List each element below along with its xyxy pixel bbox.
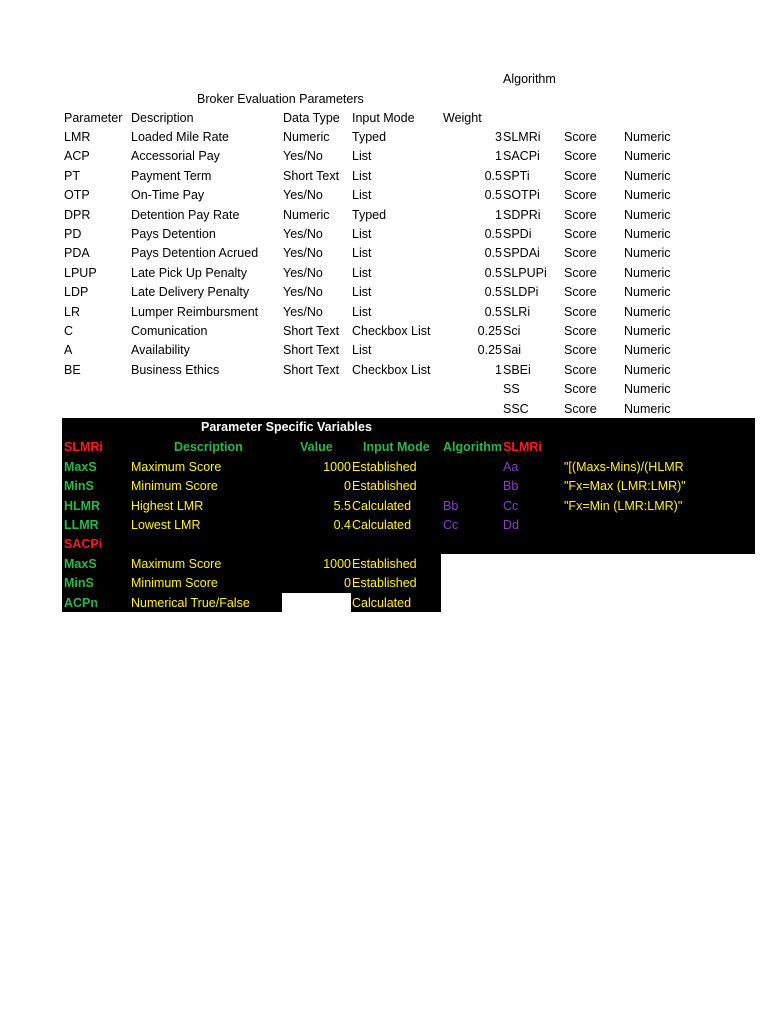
param-data-type: Yes/No [283, 246, 323, 261]
param-input-mode: List [352, 188, 372, 203]
psv-var-label: SLMRi [64, 440, 103, 454]
param-weight: 0.5 [484, 168, 502, 183]
psv-description: Maximum Score [131, 460, 222, 474]
sacpi-description: Minimum Score [131, 576, 218, 591]
param-input-mode: Checkbox List [352, 324, 431, 338]
param-description: Detention Pay Rate [131, 207, 240, 222]
param-weight [422, 380, 502, 399]
param-algorithm: Sci [503, 324, 521, 338]
param-code: LPUP [64, 265, 97, 280]
param-input-mode: Checkbox List [352, 362, 431, 377]
param-type: Numeric [624, 168, 671, 183]
psv-input-mode: Established [352, 479, 417, 494]
param-data-type: Yes/No [283, 227, 323, 241]
param-data-type: Short Text [283, 343, 340, 358]
param-weight: 0.25 [477, 324, 502, 338]
param-code: A [64, 343, 73, 358]
param-weight: 1 [495, 207, 502, 222]
param-weight: 1 [495, 149, 502, 164]
param-weight: 0.25 [477, 343, 502, 358]
psv-value: 1000 [323, 460, 351, 474]
psv-alg-ref-2: Bb [503, 479, 519, 494]
param-input-mode: List [352, 304, 372, 319]
psv-col-input-mode: Input Mode [363, 440, 430, 454]
col-header-input-mode: Input Mode [352, 111, 415, 125]
param-type: Numeric [624, 207, 671, 222]
psv-col-description: Description [174, 440, 243, 454]
sacpi-input-mode: Established [352, 557, 417, 571]
param-score: Score [564, 130, 597, 144]
psv-alg-ref-2: Aa [503, 460, 519, 474]
param-algorithm: SSC [503, 401, 529, 416]
param-input-mode: List [352, 246, 372, 261]
param-data-type: Numeric [283, 207, 330, 222]
param-input-mode: Typed [352, 130, 387, 144]
param-algorithm: SLDPi [503, 285, 539, 300]
param-input-mode: List [352, 265, 372, 280]
param-algorithm: SPDAi [503, 246, 540, 261]
param-algorithm: Sai [503, 343, 522, 358]
param-input-mode: List [352, 227, 372, 241]
param-type: Numeric [624, 188, 671, 203]
param-score: Score [564, 149, 597, 164]
param-weight: 0.5 [484, 265, 502, 280]
psv-value: 0 [344, 479, 351, 494]
param-score: Score [564, 382, 597, 397]
psv-formula [564, 516, 686, 535]
param-score: Score [564, 343, 597, 358]
param-score: Score [564, 265, 597, 280]
param-description: Pays Detention Acrued [131, 246, 259, 261]
param-input-mode: List [352, 168, 372, 183]
param-input-mode: List [352, 285, 372, 300]
param-description: Pays Detention [131, 227, 216, 241]
param-description: Accessorial Pay [131, 149, 220, 164]
param-data-type: Numeric [283, 130, 330, 144]
psv-description: Lowest LMR [131, 518, 201, 533]
param-algorithm: SPDi [503, 227, 532, 241]
param-input-mode: Typed [352, 207, 387, 222]
param-description: Loaded Mile Rate [131, 130, 229, 144]
param-code: C [64, 324, 74, 338]
param-description: Late Delivery Penalty [131, 285, 250, 300]
col-header-data-type: Data Type [283, 111, 340, 125]
psv-alg-ref-1: Bb [443, 498, 459, 513]
param-weight: 0.5 [484, 304, 502, 319]
param-type: Numeric [624, 227, 671, 241]
sacpi-description: Maximum Score [131, 557, 222, 571]
sacpi-value: 1000 [323, 557, 351, 571]
param-data-type: Yes/No [283, 265, 323, 280]
param-algorithm: SOTPi [503, 188, 540, 203]
param-type: Numeric [624, 246, 671, 261]
psv-formula: "[(Maxs-Mins)/(HLMR [564, 460, 684, 474]
param-code: LMR [64, 130, 91, 144]
param-code: DPR [64, 207, 91, 222]
param-type: Numeric [624, 324, 671, 338]
param-algorithm: SLPUPi [503, 265, 547, 280]
sacpi-description: Numerical True/False [131, 595, 250, 610]
psv-formula: "Fx=Max (LMR:LMR)" [564, 479, 686, 494]
psv-variable: MinS [64, 479, 94, 494]
param-score: Score [564, 246, 597, 261]
param-type: Numeric [624, 362, 671, 377]
param-code: ACP [64, 149, 90, 164]
param-type: Numeric [624, 401, 671, 416]
psv-variable: LLMR [64, 518, 99, 533]
param-description: Late Pick Up Penalty [131, 265, 248, 280]
param-description: Payment Term [131, 168, 212, 183]
param-weight: 1 [495, 362, 502, 377]
psv-input-mode: Calculated [352, 498, 412, 513]
psv-col-algorithm: Algorithm [443, 440, 503, 454]
param-data-type: Yes/No [283, 149, 323, 164]
param-algorithm: SLMRi [503, 130, 541, 144]
param-code: LR [64, 304, 80, 319]
sacpi-value: 0 [344, 576, 351, 591]
sheet-title: Broker Evaluation Parameters [197, 92, 364, 106]
param-code: PD [64, 227, 82, 241]
param-data-type: Short Text [283, 168, 340, 183]
sacpi-value [271, 594, 351, 613]
param-score: Score [564, 285, 597, 300]
param-algorithm: SS [503, 382, 520, 397]
param-algorithm: SPTi [503, 168, 530, 183]
param-description: Comunication [131, 324, 208, 338]
param-type: Numeric [624, 343, 671, 358]
param-code: OTP [64, 188, 90, 203]
psv-description: Minimum Score [131, 479, 218, 494]
sacpi-input-mode: Calculated [352, 595, 412, 610]
param-data-type: Yes/No [283, 304, 323, 319]
param-weight: 0.5 [484, 227, 502, 241]
param-weight [422, 400, 502, 419]
col-header-parameter: Parameter [64, 111, 123, 125]
psv-formula: "Fx=Min (LMR:LMR)" [564, 498, 683, 513]
psv-variable: HLMR [64, 498, 101, 513]
param-data-type: Yes/No [283, 188, 323, 203]
psv-value: 0.4 [333, 518, 351, 533]
param-code: LDP [64, 285, 89, 300]
psv-variable: MaxS [64, 460, 97, 474]
algorithm-header: Algorithm [503, 72, 556, 86]
param-description: On-Time Pay [131, 188, 205, 203]
param-type: Numeric [624, 149, 671, 164]
psv-input-mode: Established [352, 460, 417, 474]
param-data-type: Short Text [283, 362, 340, 377]
param-score: Score [564, 207, 597, 222]
psv-value: 5.5 [333, 498, 351, 513]
sacpi-input-mode: Established [352, 576, 417, 591]
param-type: Numeric [624, 265, 671, 280]
param-algorithm: SBEi [503, 362, 531, 377]
sacpi-variable: MaxS [64, 557, 97, 571]
param-code: BE [64, 362, 81, 377]
param-score: Score [564, 227, 597, 241]
psv-input-mode: Calculated [352, 518, 412, 533]
param-data-type: Yes/No [283, 285, 323, 300]
psv-alg-ref-2: Cc [503, 498, 519, 513]
col-header-weight: Weight [443, 111, 482, 125]
psv-sacpi-label: SACPi [64, 537, 103, 551]
param-data-type: Short Text [283, 324, 340, 338]
param-description: Availability [131, 343, 190, 358]
param-type: Numeric [624, 304, 671, 319]
param-type: Numeric [624, 382, 671, 397]
param-algorithm: SDPRi [503, 207, 541, 222]
psv-title: Parameter Specific Variables [201, 420, 372, 434]
psv-alg-var: SLMRi [503, 440, 542, 454]
param-type: Numeric [624, 285, 671, 300]
param-weight: 0.5 [484, 285, 502, 300]
param-weight: 3 [495, 130, 502, 144]
param-code: PDA [64, 246, 90, 261]
param-score: Score [564, 168, 597, 183]
psv-alg-ref-1: Cc [443, 518, 459, 533]
psv-description: Highest LMR [131, 498, 204, 513]
param-algorithm: SLRi [503, 304, 531, 319]
param-weight: 0.5 [484, 188, 502, 203]
param-score: Score [564, 362, 597, 377]
psv-alg-ref-2: Dd [503, 518, 519, 533]
param-score: Score [564, 401, 597, 416]
param-input-mode: List [352, 149, 372, 164]
param-description: Lumper Reimbursment [131, 304, 259, 319]
param-weight: 0.5 [484, 246, 502, 261]
param-input-mode: List [352, 343, 372, 358]
sacpi-variable: ACPn [64, 595, 99, 610]
param-score: Score [564, 304, 597, 319]
param-code: PT [64, 168, 80, 183]
param-score: Score [564, 324, 597, 338]
param-type: Numeric [624, 130, 671, 144]
param-score: Score [564, 188, 597, 203]
col-header-description: Description [131, 111, 194, 125]
param-algorithm: SACPi [503, 149, 540, 164]
param-description: Business Ethics [131, 362, 220, 377]
psv-col-value: Value [300, 440, 333, 454]
sacpi-variable: MinS [64, 576, 94, 591]
